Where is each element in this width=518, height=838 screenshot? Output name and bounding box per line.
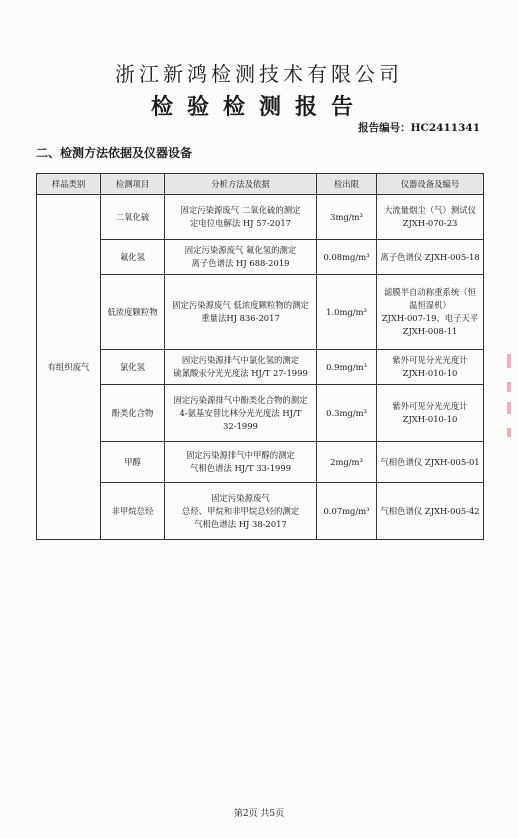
instrument-cell: 紫外可见分光光度计 ZJXH-010-10 <box>377 385 484 442</box>
method-cell: 固定污染源废气 总烃、甲烷和非甲烷总烃的测定 气相色谱法 HJ 38-2017 <box>165 483 317 540</box>
instrument-cell: 气相色谱仪 ZJXH-005-01 <box>377 442 484 483</box>
method-cell: 固定污染源废气 二氧化硫的测定 定电位电解法 HJ 57-2017 <box>165 195 317 240</box>
test-item: 酚类化合物 <box>101 385 165 442</box>
instrument-cell: 大流量烟尘（气）测试仪 ZJXH-070-23 <box>377 195 484 240</box>
method-cell: 固定污染源排气中甲醇的测定 气相色谱法 HJ/T 33-1999 <box>165 442 317 483</box>
header-test-item: 检测项目 <box>101 174 165 195</box>
table-row <box>37 483 484 540</box>
method-cell: 固定污染源排气中酚类化合物的测定 4-氨基安替比林分光光度法 HJ/T 32-1999 <box>165 385 317 442</box>
header-detection-limit: 检出限 <box>317 174 377 195</box>
table-row <box>37 385 484 442</box>
report-number: 报告编号：HC2411341 <box>358 122 480 134</box>
test-item: 非甲烷总烃 <box>101 483 165 540</box>
detection-limit: 0.07mg/m³ <box>317 483 377 540</box>
method-cell: 固定污染源废气 氟化氢的测定 离子色谱法 HJ 688-2019 <box>165 240 317 275</box>
report-title: 检验检测报告 <box>150 94 367 120</box>
method-cell: 固定污染源废气 低浓度颗粒物的测定 重量法HJ 836-2017 <box>165 275 317 350</box>
test-item: 低浓度颗粒物 <box>101 275 165 350</box>
detection-limit: 3mg/m³ <box>317 195 377 240</box>
table-row <box>37 195 484 240</box>
table-row <box>37 442 484 483</box>
table-row <box>37 350 484 385</box>
company-name: 浙江新鸿检测技术有限公司 <box>115 62 403 86</box>
seal-edge-marks <box>504 350 514 450</box>
methods-table <box>36 173 484 540</box>
test-item: 二氧化硫 <box>101 195 165 240</box>
detection-limit: 2mg/m³ <box>317 442 377 483</box>
table-row <box>37 240 484 275</box>
section-title: 二、检测方法依据及仪器设备 <box>36 146 193 160</box>
instrument-cell: 滤膜半自动称重系统（恒 温恒湿机） ZJXH-007-19、电子天平 ZJXH-008-11 <box>377 275 484 350</box>
test-item: 氟化氢 <box>101 240 165 275</box>
detection-limit: 0.9mg/m³ <box>317 350 377 385</box>
method-cell: 固定污染源排气中氯化氢的测定 硫氰酸汞分光光度法 HJ/T 27-1999 <box>165 350 317 385</box>
header-method: 分析方法及依据 <box>165 174 317 195</box>
instrument-cell: 离子色谱仪 ZJXH-005-18 <box>377 240 484 275</box>
page-number: 第2页 共5页 <box>233 809 285 819</box>
instrument-cell: 紫外可见分光光度计 ZJXH-010-10 <box>377 350 484 385</box>
detection-limit: 0.08mg/m³ <box>317 240 377 275</box>
instrument-cell: 气相色谱仪 ZJXH-005-42 <box>377 483 484 540</box>
test-item: 氯化氢 <box>101 350 165 385</box>
sample-category-cell: 有组织废气 <box>37 195 101 540</box>
header-instrument: 仪器设备及编号 <box>377 174 484 195</box>
table-header-row <box>37 174 484 195</box>
header-sample-category: 样品类别 <box>37 174 101 195</box>
table-row <box>37 275 484 350</box>
detection-limit: 0.3mg/m³ <box>317 385 377 442</box>
test-item: 甲醇 <box>101 442 165 483</box>
detection-limit: 1.0mg/m³ <box>317 275 377 350</box>
